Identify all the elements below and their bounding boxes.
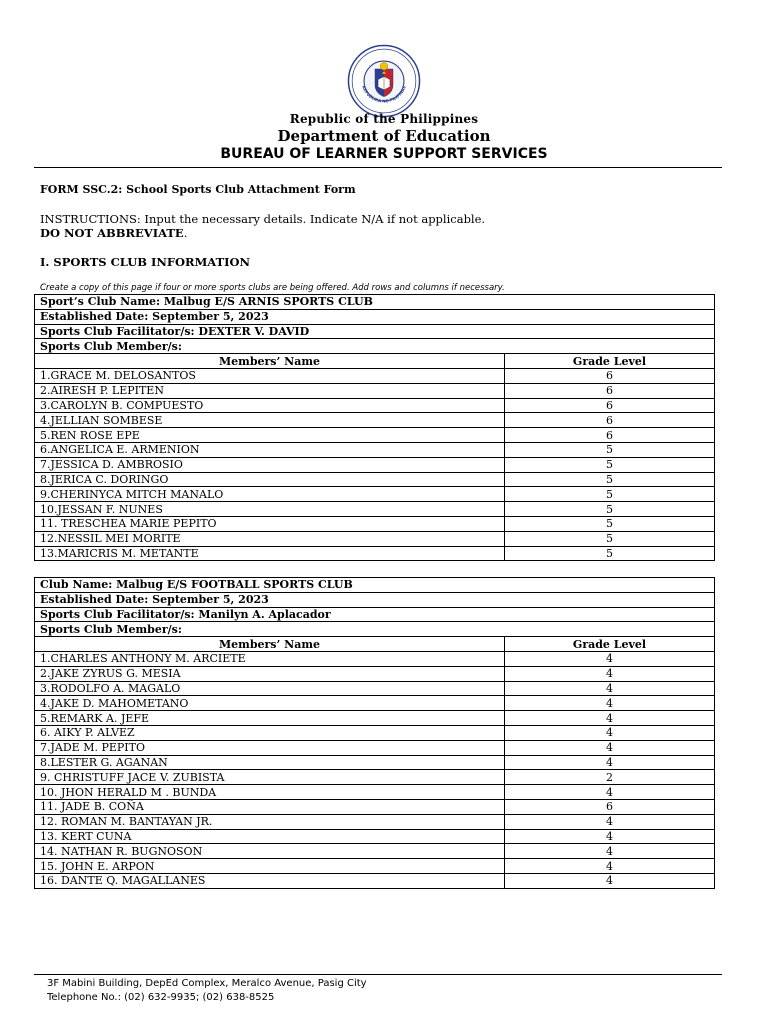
member-grade: 6 [505,398,715,413]
table-row [35,859,715,874]
member-grade: 6 [505,428,715,443]
table-row [35,740,715,755]
facilitator: Sports Club Facilitator/s: DEXTER V. DAVID [35,324,715,339]
table-row [35,814,715,829]
member-grade: 4 [505,696,715,711]
member-name: 11. TRESCHEA MARIE PEPITO [35,516,505,531]
member-grade: 6 [505,413,715,428]
footer-telephone: Telephone No.: (02) 632-9935; (02) 638-8525 [47,992,275,1003]
member-name: 5.REN ROSE EPE [35,428,505,443]
facilitator-row [35,607,715,622]
members-label: Sports Club Member/s: [35,339,715,354]
table-row [35,755,715,770]
column-header-grade-level: Grade Level [505,637,715,652]
table-row [35,442,715,457]
member-grade: 2 [505,770,715,785]
table-row [35,829,715,844]
member-name: 8.JERICA C. DORINGO [35,472,505,487]
instructions-text: INSTRUCTIONS: Input the necessary details. Indicate N/A if not applicable. [40,212,486,226]
member-name: 12. ROMAN M. BANTAYAN JR. [35,814,505,829]
club-name: Club Name: Malbug E/S FOOTBALL SPORTS CLUB [35,578,715,593]
member-grade: 4 [505,873,715,888]
member-name: 13. KERT CUNA [35,829,505,844]
member-name: 2.JAKE ZYRUS G. MESIA [35,666,505,681]
footer-address: 3F Mabini Building, DepEd Complex, Meralco Avenue, Pasig City [47,978,367,989]
table-row [35,711,715,726]
section-heading: I. SPORTS CLUB INFORMATION [40,255,251,269]
seal-text-top [347,44,421,46]
member-name: 7.JESSICA D. AMBROSIO [35,457,505,472]
footer-divider [34,974,722,975]
member-name: 9.CHERINYCA MITCH MANALO [35,487,505,502]
member-grade: 5 [505,531,715,546]
member-name: 6. AIKY P. ALVEZ [35,725,505,740]
club-name: Sport’s Club Name: Malbug E/S ARNIS SPORTS CLUB [35,295,715,310]
table-row [35,413,715,428]
member-grade: 4 [505,666,715,681]
sports-club-table-football [34,577,715,889]
copy-instruction-note: Create a copy of this page if four or more sports clubs are being offered. Add rows and columns if necessary. [40,283,505,293]
column-header-grade-level: Grade Level [505,354,715,369]
header-divider [34,167,722,168]
republic-label: Republic of the Philippines [289,112,479,126]
sports-club-table-arnis [34,294,715,561]
member-grade: 4 [505,829,715,844]
member-name: 13.MARICRIS M. METANTE [35,546,505,561]
member-grade: 4 [505,785,715,800]
table-row [35,785,715,800]
table-row [35,770,715,785]
established-row [35,309,715,324]
member-grade: 4 [505,711,715,726]
member-grade: 6 [505,799,715,814]
table-row [35,696,715,711]
member-grade: 6 [505,383,715,398]
member-name: 1.GRACE M. DELOSANTOS [35,368,505,383]
do-not-abbreviate-period: . [183,226,188,240]
member-name: 8.LESTER G. AGANAN [35,755,505,770]
club-name-row [35,578,715,593]
table-row [35,368,715,383]
member-name: 12.NESSIL MEI MORITE [35,531,505,546]
member-name: 10. JHON HERALD M . BUNDA [35,785,505,800]
member-name: 10.JESSAN F. NUNES [35,502,505,517]
table-row [35,487,715,502]
member-grade: 5 [505,516,715,531]
table-row [35,799,715,814]
member-name: 5.REMARK A. JEFE [35,711,505,726]
column-header-members-name: Members’ Name [35,354,505,369]
member-grade: 5 [505,487,715,502]
table-row [35,873,715,888]
member-name: 3.CAROLYN B. COMPUESTO [35,398,505,413]
member-name: 4.JELLIAN SOMBESE [35,413,505,428]
member-grade: 4 [505,740,715,755]
members-label-row [35,339,715,354]
member-grade: 4 [505,755,715,770]
table-row [35,457,715,472]
member-name: 2.AIRESH P. LEPITEN [35,383,505,398]
table-row [35,516,715,531]
facilitator-row [35,324,715,339]
table-row [35,531,715,546]
member-grade: 5 [505,546,715,561]
member-name: 15. JOHN E. ARPON [35,859,505,874]
table-row [35,844,715,859]
member-name: 1.CHARLES ANTHONY M. ARCIETE [35,651,505,666]
deped-seal-logo [347,44,421,118]
table-row [35,546,715,561]
member-grade: 5 [505,472,715,487]
table-row [35,383,715,398]
members-label-row [35,622,715,637]
do-not-abbreviate-text [40,226,187,240]
members-label: Sports Club Member/s: [35,622,715,637]
table-row [35,725,715,740]
member-grade: 5 [505,442,715,457]
member-grade: 4 [505,681,715,696]
bureau-title: BUREAU OF LEARNER SUPPORT SERVICES [220,146,548,162]
member-grade: 5 [505,502,715,517]
member-grade: 4 [505,859,715,874]
member-grade: 4 [505,844,715,859]
department-title: Department of Education [277,127,491,145]
member-grade: 4 [505,725,715,740]
member-grade: 5 [505,457,715,472]
member-name: 3.RODOLFO A. MAGALO [35,681,505,696]
established-date: Established Date: September 5, 2023 [35,592,715,607]
member-name: 11. JADE B. COÑA [35,799,505,814]
member-grade: 6 [505,368,715,383]
member-grade: 4 [505,651,715,666]
column-header-members-name: Members’ Name [35,637,505,652]
member-name: 9. CHRISTUFF JACE V. ZUBISTA [35,770,505,785]
club-name-row [35,295,715,310]
do-not-abbreviate-label: DO NOT ABBREVIATE [40,226,184,240]
table-row [35,398,715,413]
established-row [35,592,715,607]
table-row [35,472,715,487]
table-row [35,681,715,696]
established-date: Established Date: September 5, 2023 [35,309,715,324]
facilitator: Sports Club Facilitator/s: Manilyn A. Aplacador [35,607,715,622]
member-grade: 4 [505,814,715,829]
member-name: 16. DANTE Q. MAGALLANES [35,873,505,888]
table-row [35,502,715,517]
member-name: 7.JADE M. PEPITO [35,740,505,755]
member-name: 14. NATHAN R. BUGNOSON [35,844,505,859]
column-header-row [35,354,715,369]
member-name: 4.JAKE D. MAHOMETANO [35,696,505,711]
table-row [35,666,715,681]
member-name: 6.ANGELICA E. ARMENION [35,442,505,457]
form-title: FORM SSC.2: School Sports Club Attachment Form [40,183,356,196]
table-row [35,428,715,443]
table-row [35,651,715,666]
seal-text-bottom: REPUBLIKA NG PILIPINAS [361,85,407,104]
column-header-row [35,637,715,652]
